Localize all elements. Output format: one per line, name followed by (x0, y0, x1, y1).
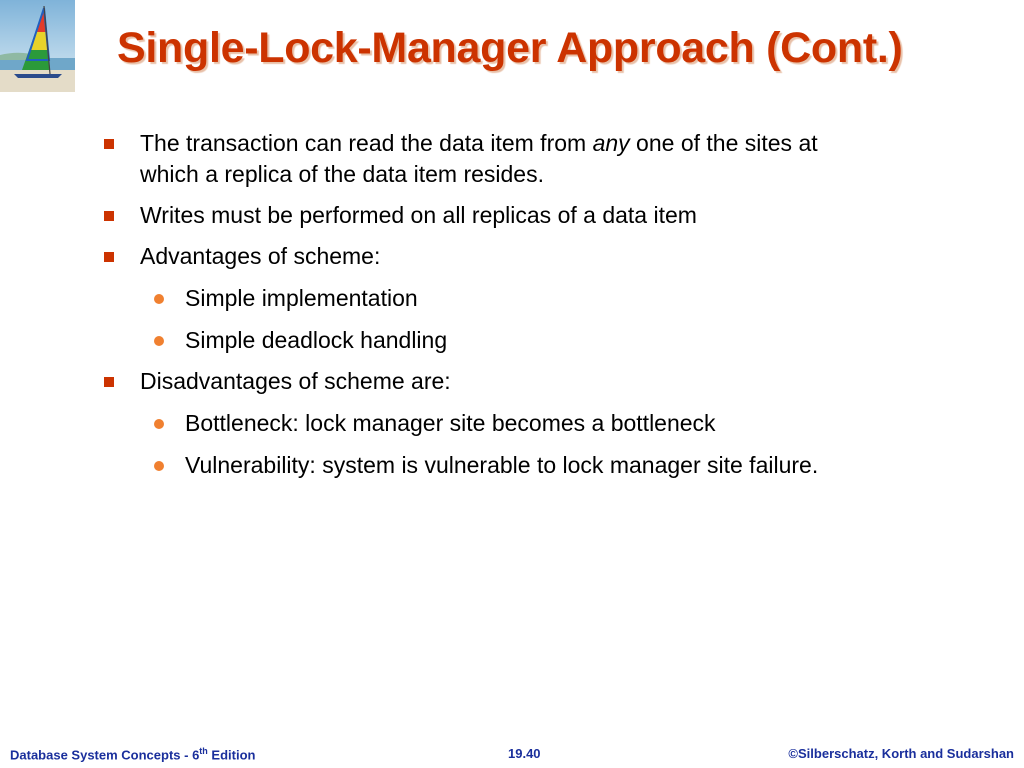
footer-page-number: 19.40 (508, 746, 541, 761)
bullet-item: Writes must be performed on all replicas of a data item (140, 202, 697, 228)
sub-bullet-item: Vulnerability: system is vulnerable to lock manager site failure. (185, 452, 819, 478)
sub-bullet-item: Simple deadlock handling (185, 327, 448, 353)
square-bullet-icon (104, 139, 114, 149)
round-bullet-icon (154, 336, 164, 346)
sub-bullet-item: Simple implementation (185, 285, 418, 311)
round-bullet-icon (154, 294, 164, 304)
footer-copyright: ©Silberschatz, Korth and Sudarshan (788, 746, 1014, 761)
emphasis-text: any (592, 130, 630, 156)
square-bullet-icon (104, 211, 114, 221)
square-bullet-icon (104, 377, 114, 387)
slide-title: Single-Lock-Manager Approach (Cont.) (117, 24, 903, 72)
footer-book-title: Database System Concepts - 6th Edition (10, 746, 256, 763)
sub-bullet-item: Bottleneck: lock manager site becomes a bottleneck (185, 410, 716, 436)
round-bullet-icon (154, 419, 164, 429)
square-bullet-icon (104, 252, 114, 262)
round-bullet-icon (154, 461, 164, 471)
bullet-item: The transaction can read the data item from any one of the sites at which a replica of the data item resides. (140, 130, 818, 187)
bullet-item: Disadvantages of scheme are: (140, 368, 451, 394)
bullet-item: Advantages of scheme: (140, 243, 381, 269)
sailboat-logo-icon (0, 0, 75, 92)
